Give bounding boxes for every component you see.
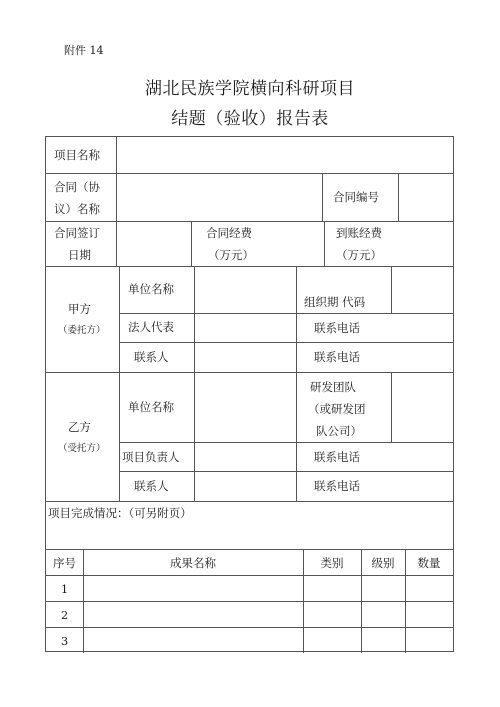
label-party-b: 乙方 — [68, 420, 91, 434]
header-quantity: 数量 — [417, 556, 441, 570]
label-contact-person: 联系人 — [134, 479, 169, 493]
row-divider — [46, 221, 453, 222]
label-contract-name: 议）名称 — [54, 202, 100, 216]
label-unit-name: 单位名称 — [128, 282, 174, 296]
label-rd-team: 研发团队 — [310, 380, 356, 394]
label-contact-phone: 联系电话 — [314, 450, 360, 464]
report-form-table — [45, 136, 454, 652]
attachment-label: 附件 14 — [64, 44, 104, 57]
label-sign-date: 合同签订 — [54, 226, 100, 240]
form-subtitle: 结题（验收）报告表 — [171, 109, 329, 129]
label-legal-rep: 法人代表 — [128, 320, 174, 334]
row-divider — [46, 173, 453, 174]
label-party-a: 甲方 — [68, 302, 91, 316]
label-contract-no: 合同编号 — [333, 190, 379, 204]
row-divider — [46, 549, 453, 550]
label-completion: 项目完成情况：（可另附页） — [48, 506, 192, 520]
label-rd-team: 队公司） — [316, 424, 362, 438]
header-result-name: 成果名称 — [170, 556, 216, 570]
label-contact-phone: 联系电话 — [314, 350, 360, 364]
label-party-b-note: （受托方） — [58, 443, 106, 454]
label-contract-fund: 合同经费 — [206, 226, 252, 240]
header-category: 类别 — [320, 556, 344, 570]
header-level: 级别 — [371, 556, 395, 570]
label-contract-name: 合同（协 — [54, 180, 100, 194]
label-project-name: 项目名称 — [54, 148, 100, 162]
header-seq: 序号 — [53, 556, 76, 570]
row-divider — [46, 627, 453, 628]
label-sign-date: 日期 — [68, 248, 91, 262]
row-divider — [119, 442, 453, 443]
label-project-leader: 项目负责人 — [122, 450, 180, 464]
table-row-number: 2 — [60, 608, 69, 622]
label-rd-team: （或研发团 — [308, 402, 366, 416]
row-divider — [46, 501, 453, 502]
label-party-a-note: （委托方） — [58, 325, 106, 336]
label-org-code: 组织期 代码 — [304, 295, 366, 309]
label-received-fund: 到账经费 — [336, 226, 382, 240]
row-divider — [119, 313, 453, 314]
label-contact-person: 联系人 — [134, 350, 169, 364]
label-contract-fund-unit: （万元） — [208, 248, 254, 262]
table-row-number: 3 — [60, 634, 69, 648]
label-received-fund-unit: （万元） — [336, 248, 382, 262]
row-divider — [119, 471, 453, 472]
table-row-number: 1 — [60, 582, 69, 596]
row-divider — [119, 342, 453, 343]
label-contact-phone: 联系电话 — [314, 479, 360, 493]
label-unit-name: 单位名称 — [128, 400, 174, 414]
form-title: 湖北民族学院横向科研项目 — [145, 79, 355, 99]
label-contact-phone: 联系电话 — [314, 321, 360, 335]
row-divider — [46, 575, 453, 576]
row-divider — [46, 601, 453, 602]
